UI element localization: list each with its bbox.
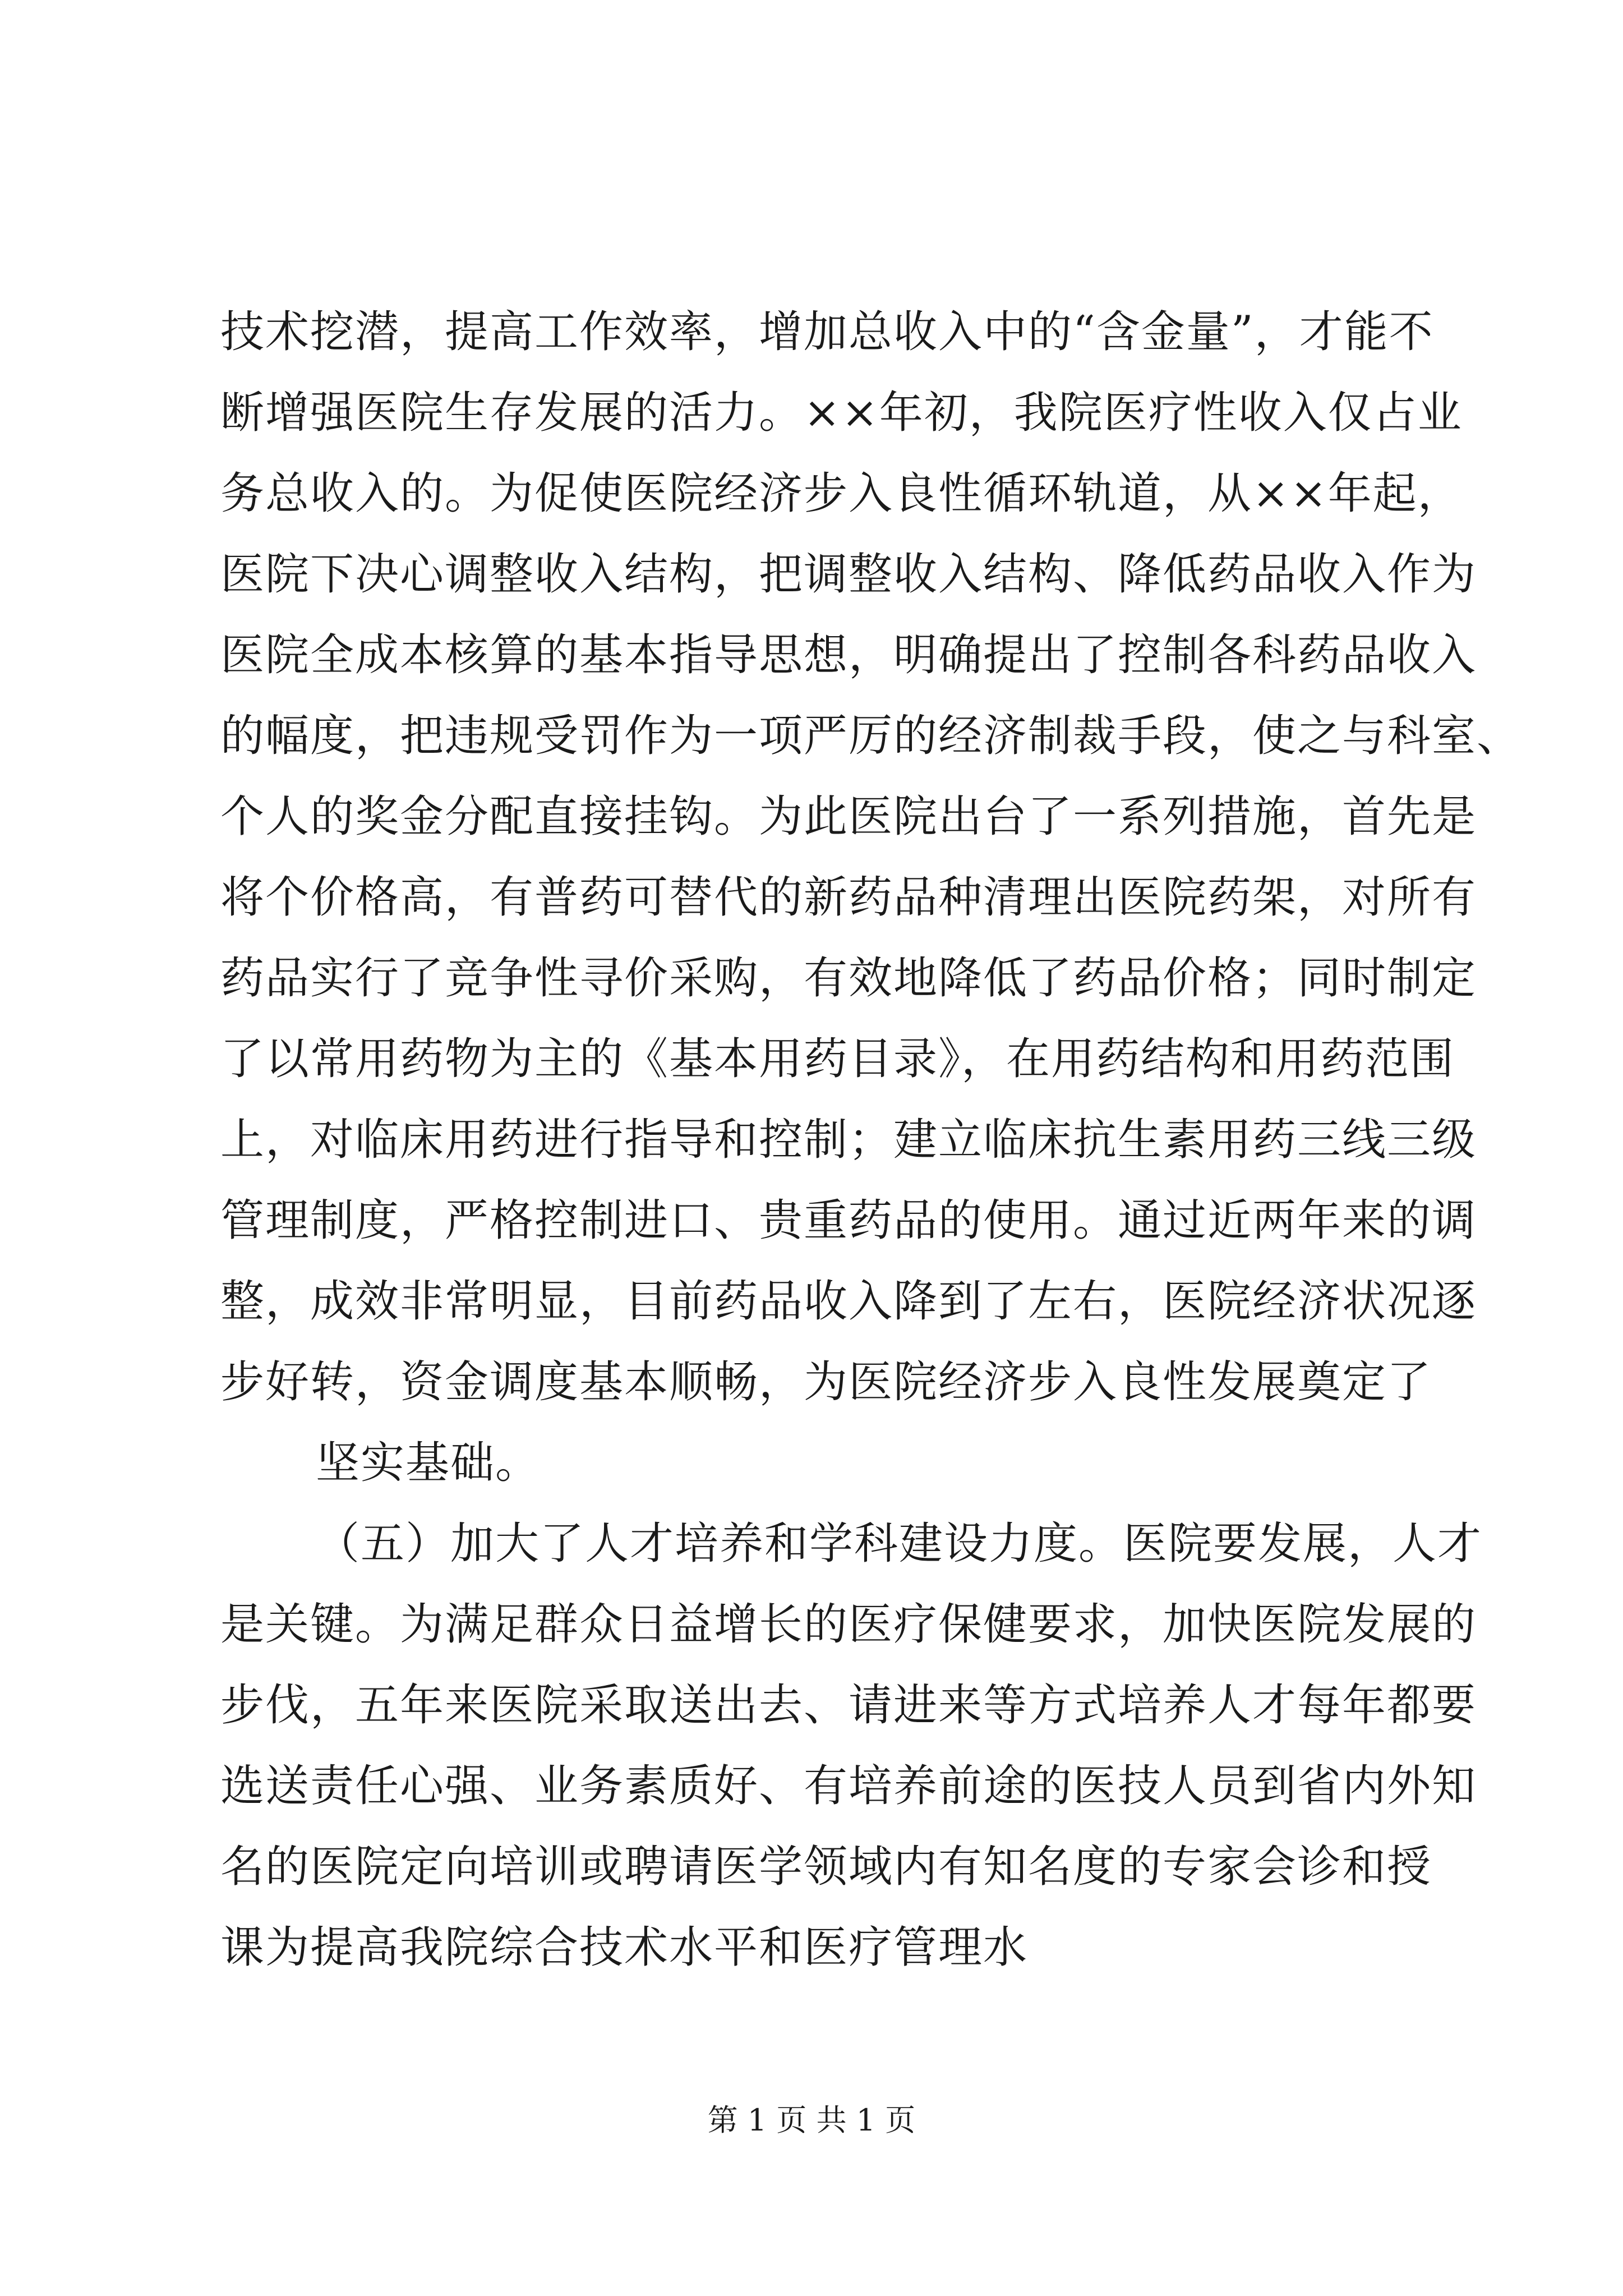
body-text	[220, 292, 1522, 1988]
text-line: 医院下决心调整收入结构，把调整收入结构、降低药品收入作为	[220, 549, 1477, 600]
text-line: 药品实行了竞争性寻价采购，有效地降低了药品价格；同时制定	[220, 953, 1477, 1004]
text-line: 名的医院定向培训或聘请医学领域内有知名度的专家会诊和授	[220, 1842, 1432, 1892]
text-line: 步好转，资金调度基本顺畅，为医院经济步入良性发展奠定了	[220, 1357, 1432, 1407]
text-line: 选送责任心强、业务素质好、有培养前途的医技人员到省内外知	[220, 1761, 1477, 1811]
text-line: 课为提高我院综合技术水平和医疗管理水	[220, 1922, 1029, 1973]
text-line: 上，对临床用药进行指导和控制；建立临床抗生素用药三线三级	[220, 1115, 1477, 1165]
text-line: 了以常用药物为主的《基本用药目录》，在用药结构和用药范围	[220, 1034, 1455, 1084]
text-line: 步伐，五年来医院采取送出去、请进来等方式培养人才每年都要	[220, 1680, 1477, 1731]
text-line: 整，成效非常明显，目前药品收入降到了左右，医院经济状况逐	[220, 1276, 1477, 1327]
text-line: 技术挖潜，提高工作效率，增加总收入中的“含金量”，才能不	[220, 307, 1434, 357]
text-line: 管理制度，严格控制进口、贵重药品的使用。通过近两年来的调	[220, 1195, 1477, 1246]
text-line: 断增强医院生存发展的活力。××年初，我院医疗性收入仅占业	[220, 388, 1463, 438]
text-line: 坚实基础。	[316, 1438, 541, 1488]
text-line: 个人的奖金分配直接挂钩。为此医院出台了一系列措施，首先是	[220, 792, 1477, 842]
page-number-footer: 第 1 页 共 1 页	[707, 2102, 916, 2138]
text-line: 务总收入的。为促使医院经济步入良性循环轨道，从××年起，	[220, 468, 1463, 519]
section-heading-line: （五）加大了人才培养和学科建设力度。医院要发展，人才	[316, 1519, 1483, 1569]
text-line: 是关键。为满足群众日益增长的医疗保健要求，加快医院发展的	[220, 1599, 1477, 1650]
text-line: 的幅度，把违规受罚作为一项严厉的经济制裁手段，使之与科室、	[220, 711, 1522, 761]
text-line: 医院全成本核算的基本指导思想，明确提出了控制各科药品收入	[220, 630, 1477, 680]
text-line: 将个价格高，有普药可替代的新药品种清理出医院药架，对所有	[220, 872, 1477, 923]
